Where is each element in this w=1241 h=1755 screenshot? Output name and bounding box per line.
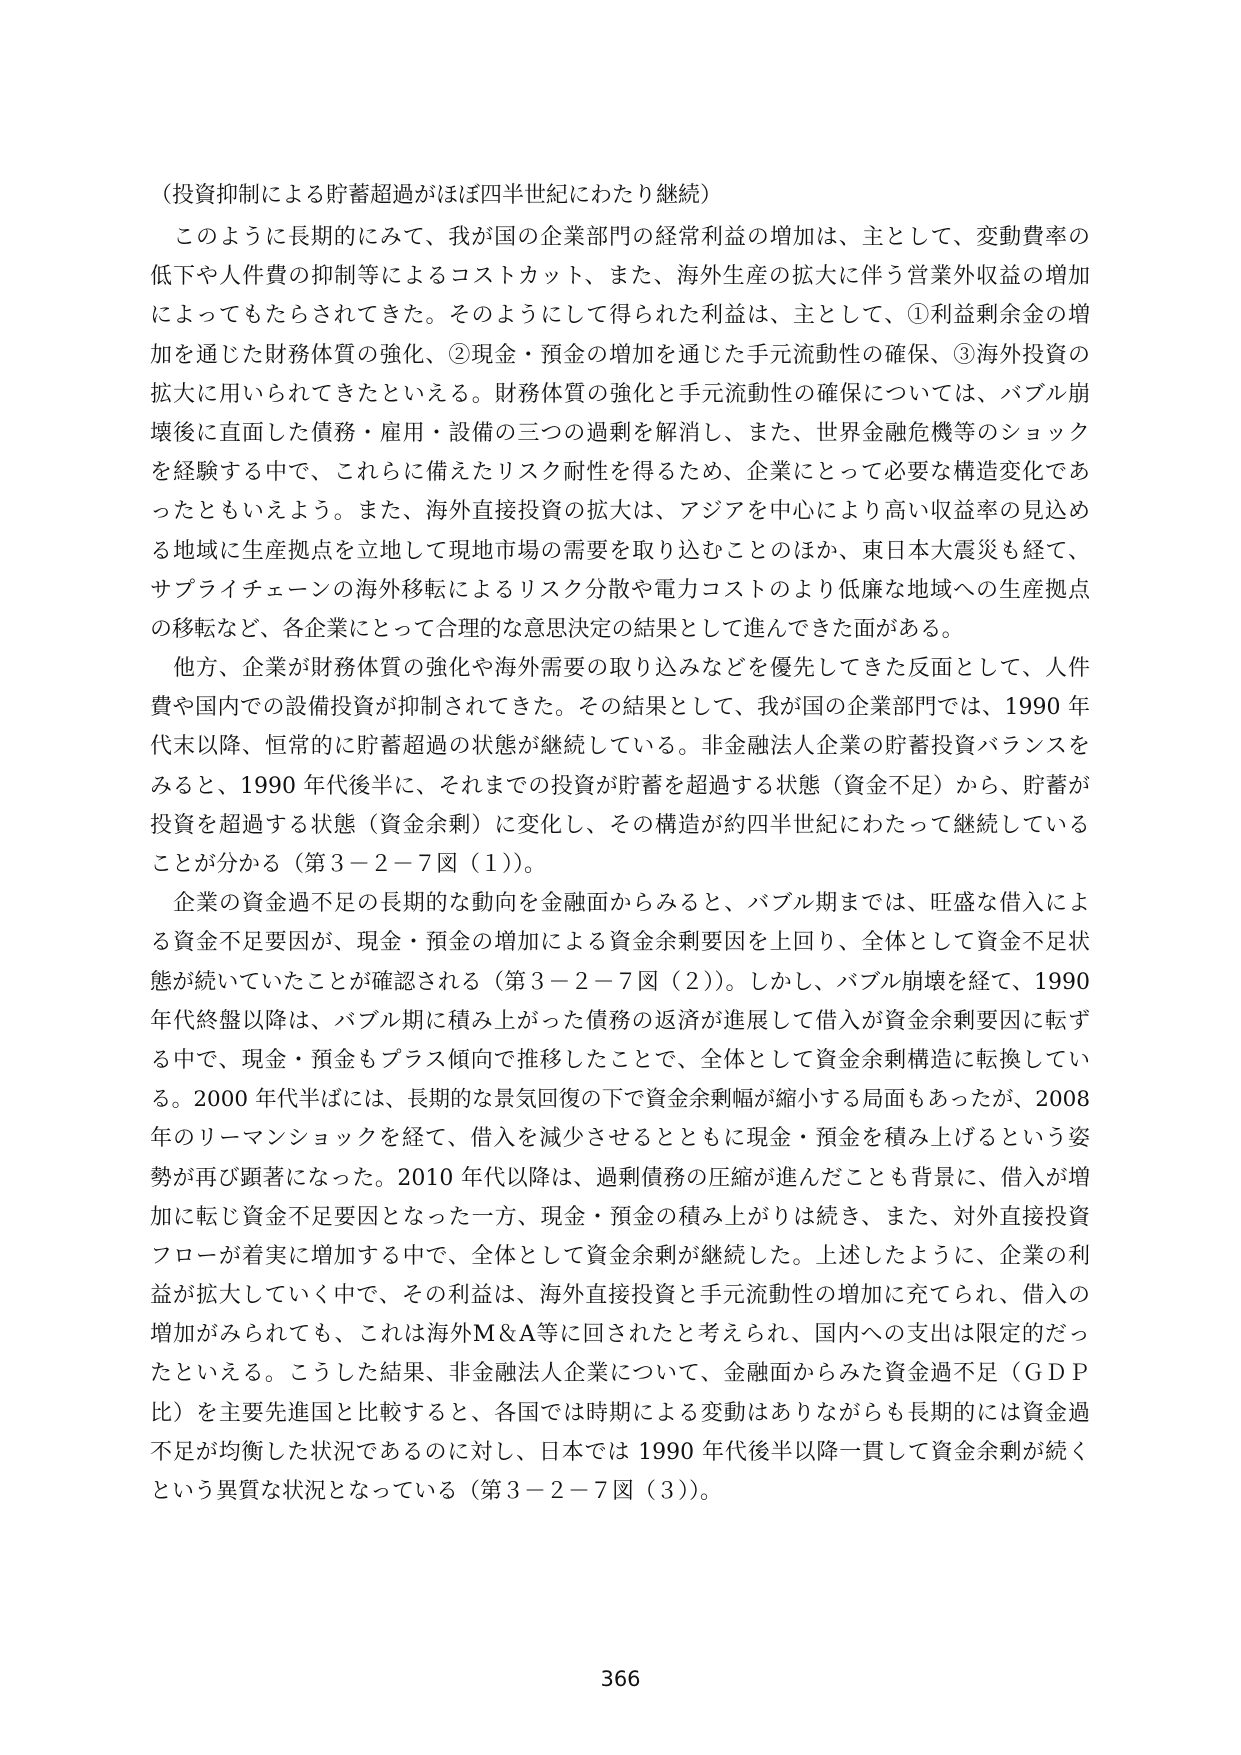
text-line: 他方、企業が財務体質の強化や海外需要の取り込みなどを優先してきた反面として、人件 — [150, 656, 1090, 682]
text-line: る。2000 年代半ばには、長期的な景気回復の下で資金余剰幅が縮小する局面もあったが、2008 — [150, 1087, 1090, 1113]
text-line: このように長期的にみて、我が国の企業部門の経常利益の増加は、主として、変動費率の — [150, 225, 1090, 250]
text-line: 年代終盤以降は、バブル期に積み上がった債務の返済が進展して借入が資金余剰要因に転ず — [150, 1008, 1090, 1034]
text-line: 態が続いていたことが確認される（第３－２－７図（２））。しかし、バブル崩壊を経て、1990 — [150, 969, 1090, 995]
text-line: る中で、現金・預金もプラス傾向で推移したことで、全体として資金余剰構造に転換してい — [150, 1047, 1090, 1073]
text-line: 壊後に直面した債務・雇用・設備の三つの過剰を解消し、また、世界金融危機等のショック — [150, 420, 1090, 446]
text-line: 拡大に用いられてきたといえる。財務体質の強化と手元流動性の確保については、バブル崩 — [150, 381, 1090, 407]
page-number: 366 — [600, 1667, 641, 1691]
text-line: 不足が均衡した状況であるのに対し、日本では 1990 年代後半以降一貫して資金余剰が続く — [150, 1439, 1090, 1465]
text-line: 年のリーマンショックを経て、借入を減少させるとともに現金・預金を積み上げるという姿 — [150, 1126, 1090, 1152]
text-line: サプライチェーンの海外移転によるリスク分散や電力コストのより低廉な地域への生産拠点 — [150, 577, 1090, 603]
text-line: 加を通じた財務体質の強化、②現金・預金の増加を通じた手元流動性の確保、③海外投資の — [150, 342, 1090, 368]
text-line: 企業の資金過不足の長期的な動向を金融面からみると、バブル期までは、旺盛な借入によ — [150, 891, 1090, 917]
text-line: の移転など、各企業にとって合理的な意思決定の結果として進んできた面がある。 — [150, 616, 964, 642]
text-line: たといえる。こうした結果、非金融法人企業について、金融面からみた資金過不足（ＧＤＰ — [150, 1361, 1090, 1387]
text-line: 増加がみられても、これは海外M＆A等に回されたと考えられ、国内への支出は限定的だっ — [150, 1322, 1090, 1348]
text-line: 勢が再び顕著になった。2010 年代以降は、過剰債務の圧縮が進んだことも背景に、借入が増 — [150, 1165, 1091, 1191]
text-line: フローが着実に増加する中で、全体として資金余剰が継続した。上述したように、企業の利 — [150, 1243, 1090, 1269]
text-line: を経験する中で、これらに備えたリスク耐性を得るため、企業にとって必要な構造変化であ — [150, 460, 1090, 486]
body-text — [150, 218, 1090, 1511]
paragraph-1 — [150, 218, 1090, 649]
text-line: 代末以降、恒常的に貯蓄超過の状態が継続している。非金融法人企業の貯蓄投資バランスを — [150, 734, 1090, 760]
text-line: 投資を超過する状態（資金余剰）に変化し、その構造が約四半世紀にわたって継続している — [150, 812, 1090, 838]
text-line: によってもたらされてきた。そのようにして得られた利益は、主として、①利益剰余金の増 — [150, 303, 1090, 329]
text-line: 費や国内での設備投資が抑制されてきた。その結果として、我が国の企業部門では、1990 年 — [150, 695, 1090, 721]
paragraph-2 — [150, 649, 1090, 884]
text-line: 比）を主要先進国と比較すると、各国では時期による変動はありながらも長期的には資金過 — [150, 1400, 1090, 1426]
text-line: る地域に生産拠点を立地して現地市場の需要を取り込むことのほか、東日本大震災も経て、 — [150, 538, 1090, 564]
text-line: ことが分かる（第３－２－７図（１））。 — [150, 852, 547, 877]
text-line: みると、1990 年代後半に、それまでの投資が貯蓄を超過する状態（資金不足）から、貯蓄が — [150, 773, 1090, 799]
section-heading: （投資抑制による貯蓄超過がほぼ四半世紀にわたり継続） — [150, 183, 723, 208]
paragraph-3 — [150, 884, 1090, 1511]
text-line: 加に転じ資金不足要因となった一方、現金・預金の積み上がりは続き、また、対外直接投資 — [150, 1204, 1090, 1230]
text-line: ったともいえよう。また、海外直接投資の拡大は、アジアを中心により高い収益率の見込め — [150, 499, 1090, 525]
text-line: 益が拡大していく中で、その利益は、海外直接投資と手元流動性の増加に充てられ、借入の — [150, 1283, 1090, 1309]
text-line: という異質な状況となっている（第３－２－７図（３））。 — [150, 1479, 723, 1504]
text-line: る資金不足要因が、現金・預金の増加による資金余剰要因を上回り、全体として資金不足状 — [150, 930, 1090, 956]
text-line: 低下や人件費の抑制等によるコストカット、また、海外生産の拡大に伴う営業外収益の増加 — [150, 264, 1090, 290]
